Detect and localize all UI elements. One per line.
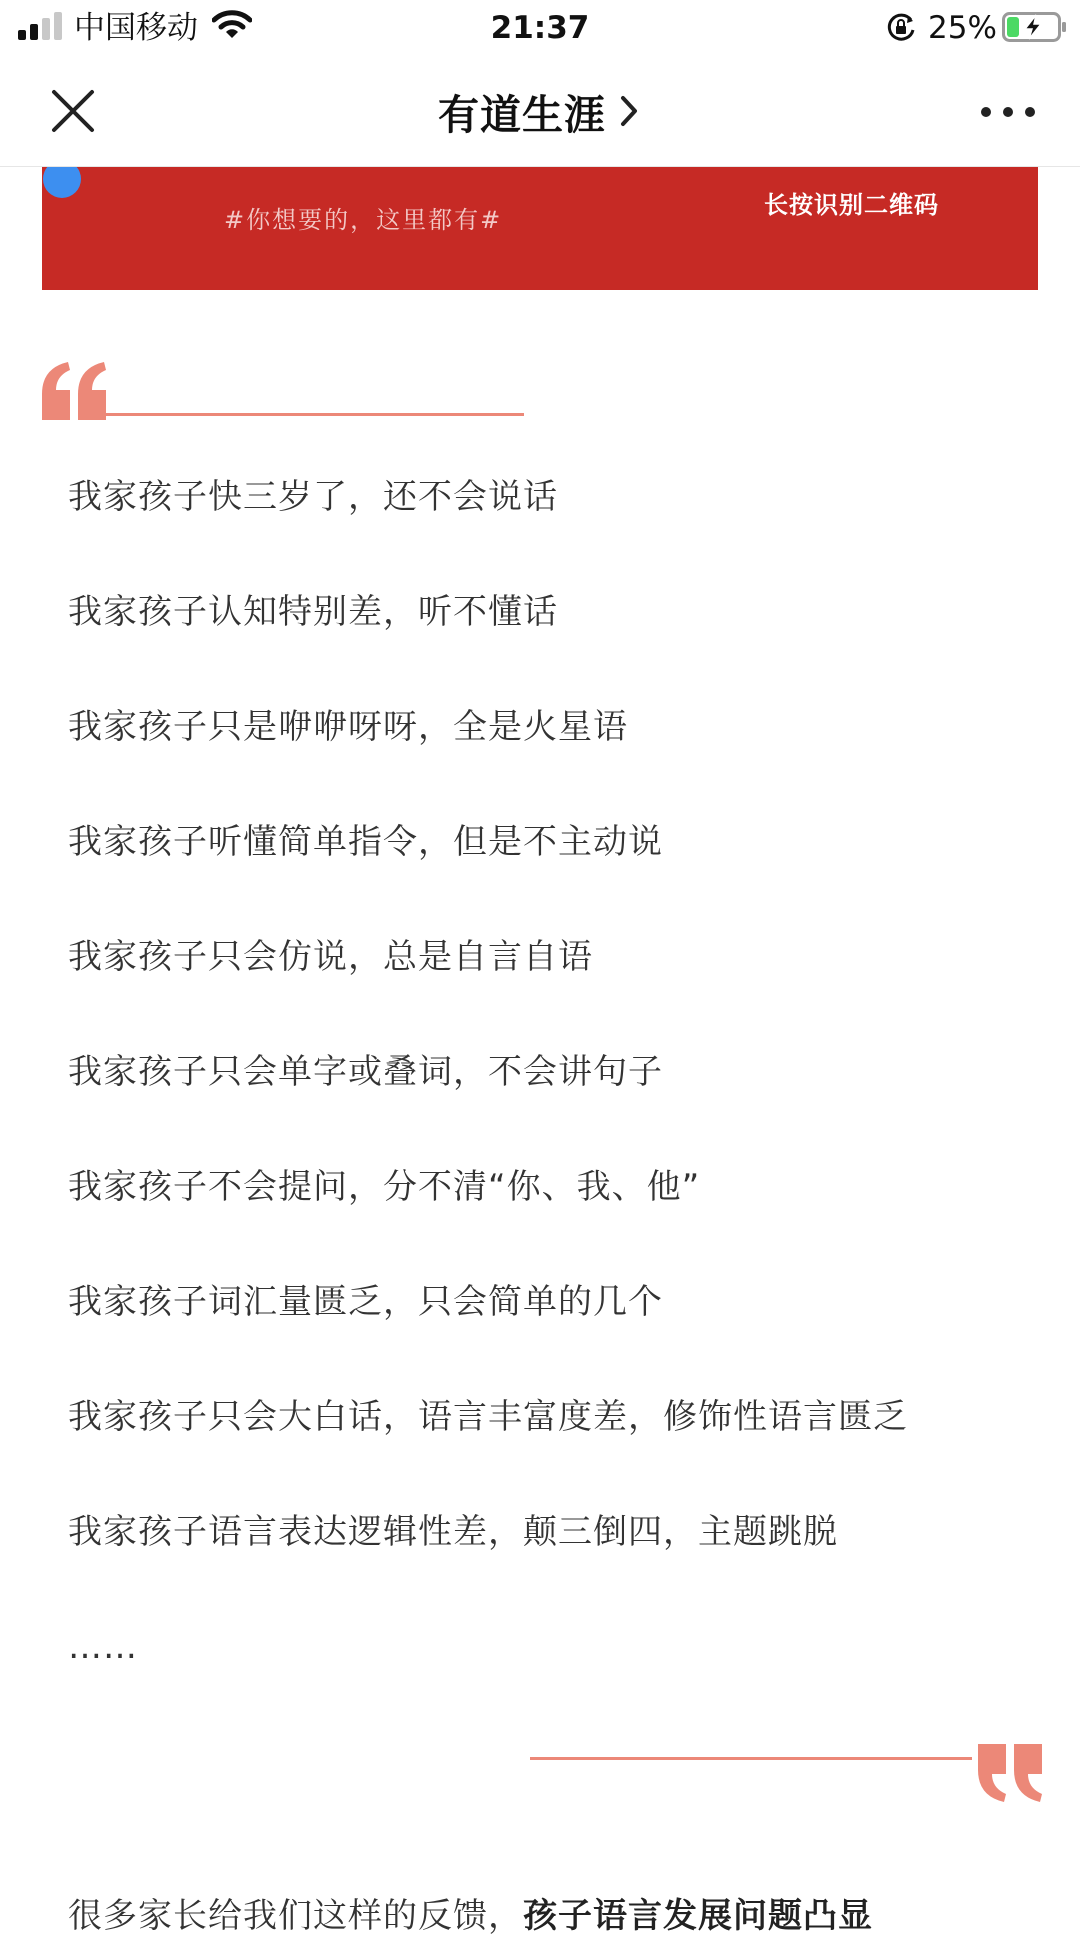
list-item: 我家孩子快三岁了，还不会说话 bbox=[68, 477, 558, 517]
list-item: 我家孩子只会单字或叠词，不会讲句子 bbox=[68, 1052, 663, 1092]
chevron-right-icon bbox=[616, 94, 642, 128]
qr-banner[interactable] bbox=[42, 167, 1038, 290]
page-title: 有道生涯 bbox=[438, 90, 606, 139]
nav-title-button[interactable] bbox=[0, 56, 1080, 166]
list-item: …… bbox=[68, 1627, 138, 1667]
list-item: 我家孩子语言表达逻辑性差，颠三倒四，主题跳脱 bbox=[68, 1512, 838, 1552]
quote-divider-top bbox=[100, 413, 524, 416]
list-item: 我家孩子听懂简单指令，但是不主动说 bbox=[68, 822, 663, 862]
banner-qr-hint: 长按识别二维码 bbox=[764, 191, 939, 219]
list-item: 我家孩子不会提问，分不清“你、我、他” bbox=[68, 1167, 701, 1207]
orientation-lock-icon bbox=[886, 12, 916, 42]
carrier-name: 中国移动 bbox=[74, 10, 198, 46]
list-item: 我家孩子认知特别差，听不懂话 bbox=[68, 592, 558, 632]
paragraph-text: 很多家长给我们这样的反馈， bbox=[68, 1896, 523, 1936]
nav-bar bbox=[0, 56, 1080, 167]
status-time: 21:37 bbox=[490, 10, 590, 46]
article-paragraph bbox=[68, 1894, 873, 1938]
battery-charging-icon bbox=[1002, 12, 1068, 42]
banner-slogan: #你想要的，这里都有# bbox=[224, 206, 503, 234]
corner-dot-icon bbox=[42, 167, 82, 199]
more-icon[interactable] bbox=[978, 92, 1038, 132]
list-item: 我家孩子只会大白话，语言丰富度差，修饰性语言匮乏 bbox=[68, 1397, 908, 1437]
list-item: 我家孩子只会仿说，总是自言自语 bbox=[68, 937, 593, 977]
list-item: 我家孩子词汇量匮乏，只会简单的几个 bbox=[68, 1282, 663, 1322]
quote-list bbox=[68, 440, 1028, 1705]
battery-percent: 25% bbox=[928, 10, 997, 46]
close-quote-icon bbox=[976, 1744, 1042, 1802]
status-bar bbox=[0, 0, 1080, 56]
quote-divider-bottom bbox=[530, 1757, 972, 1760]
list-item: 我家孩子只是咿咿呀呀，全是火星语 bbox=[68, 707, 628, 747]
paragraph-bold-text: 孩子语言发展问题凸显 bbox=[523, 1896, 873, 1936]
open-quote-icon bbox=[42, 362, 108, 420]
